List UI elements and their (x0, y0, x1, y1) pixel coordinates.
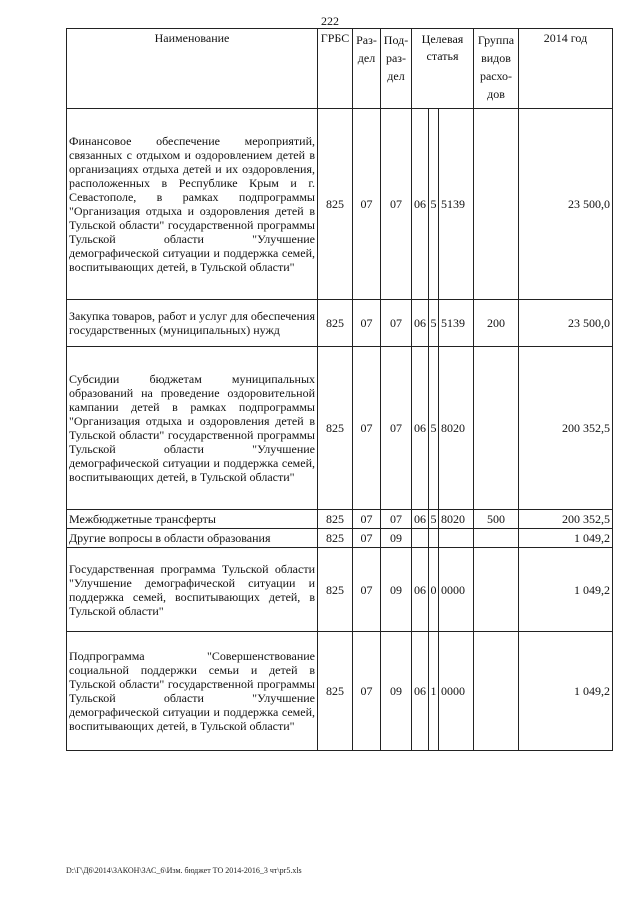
row-name: Государственная программа Тульской области "Улучшение демографической ситуации и поддержка семей, воспитывающих детей, в Тульской области" (67, 548, 318, 632)
row-grbs: 825 (318, 529, 353, 548)
row-grbs: 825 (318, 510, 353, 529)
row-subsection: 07 (381, 510, 412, 529)
table-row (67, 632, 613, 751)
row-section: 07 (353, 510, 381, 529)
row-name: Финансовое обеспечение мероприятий, связанных с отдыхом и оздоровлением детей в организациях отдыха детей и их оздоровления, расположенных в Республике Крым и г. Севастополе, в рамках подпрограммы "Организация отдыха и оздоровления детей в Тульской области" государственной программы Тульской области "Улучшение демографической ситуации и поддержка семей, воспитывающих детей, в Тульской области" (67, 109, 318, 300)
header-year: 2014 год (519, 29, 613, 109)
row-name: Другие вопросы в области образования (67, 529, 318, 548)
row-subsection: 07 (381, 347, 412, 510)
row-target-direction: 5139 (439, 300, 474, 347)
row-amount: 1 049,2 (519, 632, 613, 751)
row-target-program: 06 (412, 109, 429, 300)
row-section: 07 (353, 347, 381, 510)
table-row (67, 510, 613, 529)
row-name: Субсидии бюджетам муниципальных образований на проведение оздоровительной кампании детей в рамках подпрограммы "Организация отдыха и оздоровления детей в Тульской области" государственной программы Тульской области "Улучшение демографической ситуации и поддержка семей, воспитывающих детей, в Тульской области" (67, 347, 318, 510)
header-subsection: Под-раз-дел (381, 29, 412, 109)
row-subsection: 09 (381, 529, 412, 548)
row-target-direction: 8020 (439, 347, 474, 510)
row-target-subprogram: 1 (429, 632, 439, 751)
row-subsection: 09 (381, 632, 412, 751)
row-subsection: 07 (381, 300, 412, 347)
row-section: 07 (353, 632, 381, 751)
page-number: 222 (321, 14, 339, 28)
table-row (67, 300, 613, 347)
header-expense-group: Группа видов расхо-дов (474, 29, 519, 109)
row-name: Закупка товаров, работ и услуг для обеспечения государственных (муниципальных) нужд (67, 300, 318, 347)
row-amount: 23 500,0 (519, 109, 613, 300)
row-name: Межбюджетные трансферты (67, 510, 318, 529)
table-row (67, 529, 613, 548)
row-target-direction: 0000 (439, 548, 474, 632)
row-target-program (412, 529, 429, 548)
row-target-subprogram: 5 (429, 300, 439, 347)
row-expense-group: 200 (474, 300, 519, 347)
row-grbs: 825 (318, 632, 353, 751)
row-amount: 200 352,5 (519, 510, 613, 529)
row-grbs: 825 (318, 548, 353, 632)
file-path-footer: D:\Г\Д6\2014\ЗАКОН\ЗАС_6\Изм. бюджет ТО 2014-2016_3 чт\pr5.xls (66, 866, 302, 875)
row-section: 07 (353, 109, 381, 300)
header-section: Раз-дел (353, 29, 381, 109)
row-amount: 1 049,2 (519, 529, 613, 548)
table-row (67, 109, 613, 300)
row-amount: 200 352,5 (519, 347, 613, 510)
row-expense-group: 500 (474, 510, 519, 529)
row-target-program: 06 (412, 347, 429, 510)
row-section: 07 (353, 300, 381, 347)
row-target-program: 06 (412, 510, 429, 529)
budget-table (66, 28, 613, 751)
row-grbs: 825 (318, 300, 353, 347)
row-expense-group (474, 529, 519, 548)
row-target-program: 06 (412, 300, 429, 347)
row-subsection: 07 (381, 109, 412, 300)
row-name: Подпрограмма "Совершенствование социальной поддержки семьи и детей в Тульской области" государственной программы Тульской области "Улучшение демографической ситуации и поддержка семей, воспитывающих детей, в Тульской области" (67, 632, 318, 751)
row-expense-group (474, 632, 519, 751)
row-section: 07 (353, 548, 381, 632)
row-target-direction: 5139 (439, 109, 474, 300)
row-target-subprogram: 5 (429, 109, 439, 300)
row-target-subprogram (429, 529, 439, 548)
row-subsection: 09 (381, 548, 412, 632)
row-amount: 1 049,2 (519, 548, 613, 632)
row-target-direction (439, 529, 474, 548)
row-grbs: 825 (318, 347, 353, 510)
row-target-subprogram: 5 (429, 510, 439, 529)
row-target-direction: 0000 (439, 632, 474, 751)
row-grbs: 825 (318, 109, 353, 300)
header-name: Наименование (67, 29, 318, 109)
row-target-subprogram: 5 (429, 347, 439, 510)
table-row (67, 548, 613, 632)
header-grbs: ГРБС (318, 29, 353, 109)
row-amount: 23 500,0 (519, 300, 613, 347)
header-row (67, 29, 613, 109)
row-expense-group (474, 109, 519, 300)
header-target-article: Целевая статья (412, 29, 474, 109)
row-expense-group (474, 548, 519, 632)
table-row (67, 347, 613, 510)
row-target-program: 06 (412, 632, 429, 751)
row-target-direction: 8020 (439, 510, 474, 529)
row-expense-group (474, 347, 519, 510)
row-section: 07 (353, 529, 381, 548)
row-target-subprogram: 0 (429, 548, 439, 632)
row-target-program: 06 (412, 548, 429, 632)
